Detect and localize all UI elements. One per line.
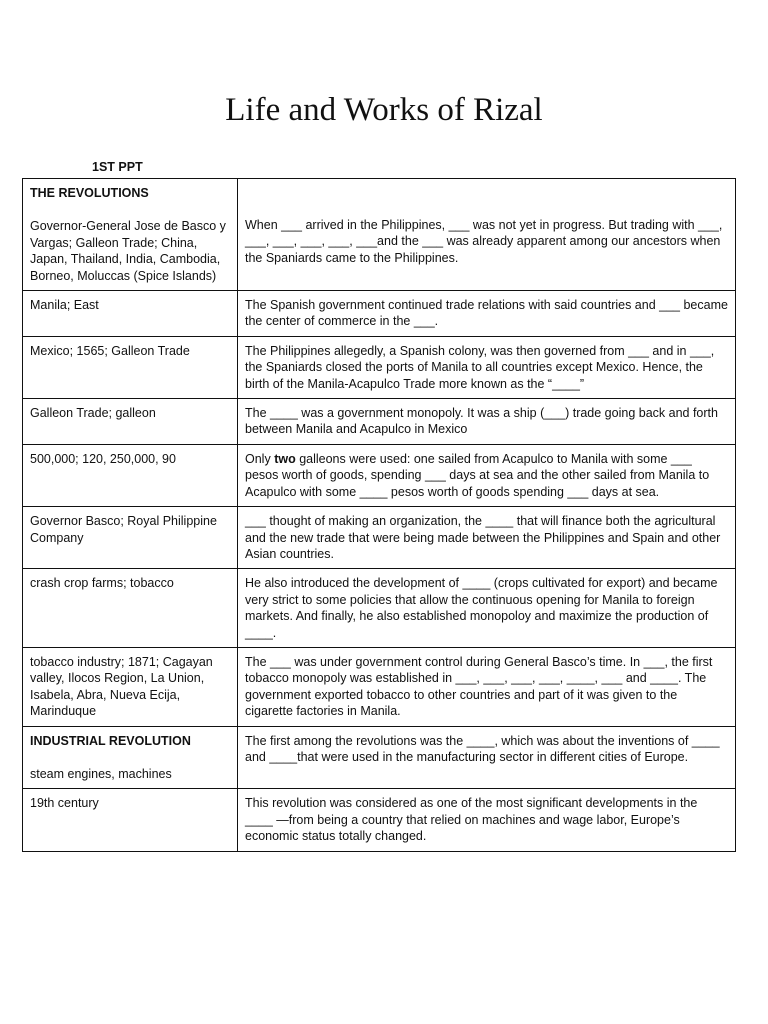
answer-cell [23,291,238,337]
question-text: When ___ arrived in the Philippines, ___ was not yet in progress. But trading with ___, ___, ___, ___, ___, ___and the ___ was already apparent among our ancestors when the Spaniards came to the Philippines. [245,218,723,265]
question-cell [238,291,736,337]
table-row [23,726,736,789]
table-row [23,399,736,445]
question-text: The Spanish government continued trade relations with said countries and ___ became the center of commerce in the ___. [245,298,728,329]
answer-cell [23,569,238,648]
answer-cell [23,444,238,506]
answer-text: tobacco industry; 1871; Cagayan valley, Ilocos Region, La Union, Isabela, Abra, Nueva Ecija, Marinduque [30,654,213,719]
answer-cell [23,336,238,398]
table-row [23,569,736,648]
answer-text: 500,000; 120, 250,000, 90 [30,451,176,466]
answer-cell [23,399,238,445]
answer-cell [23,507,238,569]
question-cell [238,726,736,789]
document-title: Life and Works of Rizal [225,92,543,128]
table-row [23,179,736,291]
question-cell [238,336,736,398]
answer-text: Mexico; 1565; Galleon Trade [30,343,190,358]
answer-cell [23,179,238,291]
question-text: The first among the revolutions was the ____, which was about the inventions of ____ and ____that were used in the manufacturing sector in different cities of Europe. [245,733,720,764]
table-row [23,444,736,506]
table-row [23,291,736,337]
question-text: The ___ was under government control during General Basco’s time. In ___, the first tobacco monopoly was established in ___, ___, ___, ___, ____, ___ and ____. The government exported tobacco to other countries and part of it was given to the cigarette factories in Manila. [245,654,713,719]
answer-text: Governor Basco; Royal Philippine Company [30,514,217,545]
table-row [23,336,736,398]
question-text: He also introduced the development of ____ (crops cultivated for export) and became very strict to some policies that allow the continuous opening for Manila to foreign markets. And finally, he also established monopoloy and maximize the production of ____. [245,576,718,640]
question-cell [238,179,736,291]
answer-text: crash crop farms; tobacco [30,576,174,591]
table-row [23,507,736,569]
question-text: This revolution was considered as one of the most significant developments in the ____ —from being a country that relied on machines and wage labor, Europe’s economic status totally changed. [245,796,698,844]
section-heading: THE REVOLUTIONS [30,186,149,200]
answer-text: 19th century [30,796,99,811]
answer-text: Governor-General Jose de Basco y Vargas; Galleon Trade; China, Japan, Thailand, India, Cambodia, Borneo, Moluccas (Spice Islands) [30,219,226,283]
question-text: ___ thought of making an organization, the ____ that will finance both the agricultural and the new trade that were being made between the Philippines and Spain and other Asian countries. [245,514,721,561]
question-cell [238,507,736,569]
answer-cell [23,726,238,789]
question-cell [238,647,736,726]
worksheet-table [22,178,736,852]
answer-cell [23,789,238,851]
answer-text: Galleon Trade; galleon [30,406,156,421]
answer-text: steam engines, machines [30,766,172,781]
section-label: 1ST PPT [92,160,143,174]
question-text-start: Only [245,451,275,466]
question-text-emphasis: two [274,451,296,466]
question-cell [238,789,736,851]
answer-cell [23,647,238,726]
question-cell [238,399,736,445]
question-text: The Philippines allegedly, a Spanish colony, was then governed from ___ and in ___, the Spaniards closed the ports of Manila to all countries except Mexico. Hence, the birth of the Manila-Acapulco Trade more known as the “____” [245,343,715,391]
question-text: The ____ was a government monopoly. It was a ship (___) trade going back and forth between Manila and Acapulco in Mexico [245,406,718,437]
question-cell [238,569,736,648]
table-row [23,789,736,851]
question-text-rest: galleons were used: one sailed from Acapulco to Manila with some ___ pesos worth of goods, spending ___ days at sea and the other sailed from Manila to Acapulco with some ____ pesos worth of goods spending ___ days at sea. [245,451,710,499]
section-heading: INDUSTRIAL REVOLUTION [30,733,191,748]
table-row [23,647,736,726]
answer-text: Manila; East [30,298,99,313]
question-cell [238,444,736,506]
